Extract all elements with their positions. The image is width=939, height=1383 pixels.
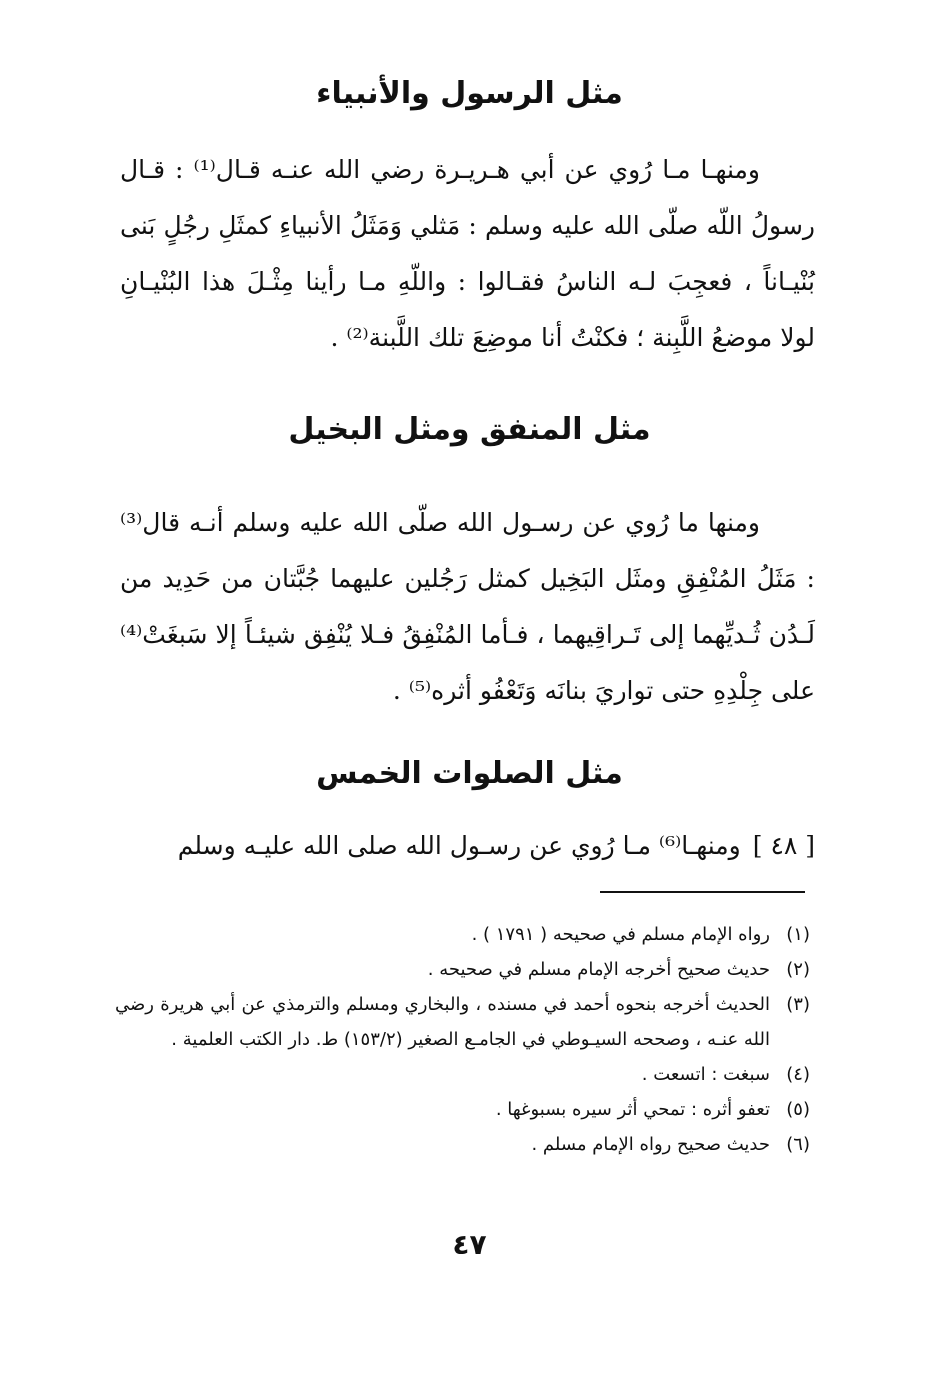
hadith-number-marker: [ ٤٨ ]: [752, 831, 815, 860]
footnote-number: (٢): [786, 959, 810, 980]
footnotes: [115, 917, 810, 1162]
section-body-messenger-prophets: ومنهـا مـا رُوي عن أبي هـريـرة رضي الله عنـه قـال⁽¹⁾ : قـال رسولُ اللّه صلّى الله عليه وسلم : مَثلي وَمَثَلُ الأنبياءِ كمثَلِ رجُلٍ بَنى بُنْيـاناً ، فعجِبَ لـه الناسُ فقـالوا : واللّهِ مـا رأينا مِثْـلَ هذا البُنْيـانِ لولا موضعُ اللَّبِنة ؛ فكنْتُ أنا موضِعَ تلك اللَّبنة⁽²⁾ .: [120, 155, 815, 352]
footnote-number: (١): [786, 924, 810, 945]
footnote-item: [115, 917, 810, 952]
footnote-text: رواه الإمام مسلم في صحيحه ( ١٧٩١ ) .: [471, 924, 770, 945]
footnote-text: الحديث أخرجه بنحوه أحمد في مسنده ، والبخاري ومسلم والترمذي عن أبي هريرة رضي الله عنـه ، وصححه السيـوطي في الجامـع الصغير (١٥٣/٢) ط. دار الكتب العلمية .: [115, 994, 770, 1050]
section-heading-spender-miser: مثل المنفق ومثل البخيل: [288, 412, 651, 447]
footnote-item: [115, 1092, 810, 1127]
section-heading-five-prayers: مثل الصلوات الخمس: [316, 756, 623, 791]
section-body-five-prayers-text: ومنهـا⁽⁶⁾ مـا رُوي عن رسـول الله صلى الله عليـه وسلم: [177, 831, 741, 860]
footnote-text: حديث صحيح أخرجه الإمام مسلم في صحيحه .: [427, 959, 770, 980]
footnote-number: (٤): [786, 1064, 810, 1085]
footnote-text: حديث صحيح رواه الإمام مسلم .: [531, 1134, 770, 1155]
footnote-number: (٦): [786, 1134, 810, 1155]
footnote-number: (٣): [786, 994, 810, 1015]
footnote-item: [115, 1127, 810, 1162]
section-body-spender-miser: ومنها ما رُوي عن رسـول الله صلّى الله عليه وسلم أنـه قال⁽³⁾ : مَثَلُ المُنْفِقِ ومثَل البَخِيل كمثل رَجُلين عليهما جُبَّتان من حَدِيد من لَـدُن ثُـديِّهما إلى تَـراقِيهما ، فـأما المُنْفِقُ فـلا يُنْفِق شيئـاً إلا سَبغَتْ⁽⁴⁾ على جِلْدِهِ حتى تواريَ بنانَه وَتَعْفُو أثره⁽⁵⁾ .: [120, 508, 815, 705]
footnote-item: [115, 1057, 810, 1092]
footnote-item: [115, 987, 810, 1057]
section-heading-messenger-prophets: مثل الرسول والأنبياء: [316, 76, 623, 111]
footnote-text: سبغت : اتسعت .: [641, 1064, 770, 1085]
page-number: ٤٧: [452, 1228, 487, 1261]
footnote-item: [115, 952, 810, 987]
footnote-text: تعفو أثره : تمحي أثر سيره بسبوغها .: [495, 1099, 770, 1120]
section-body-five-prayers: [120, 818, 815, 874]
footnote-number: (٥): [786, 1099, 810, 1120]
footnote-divider: [600, 891, 805, 893]
